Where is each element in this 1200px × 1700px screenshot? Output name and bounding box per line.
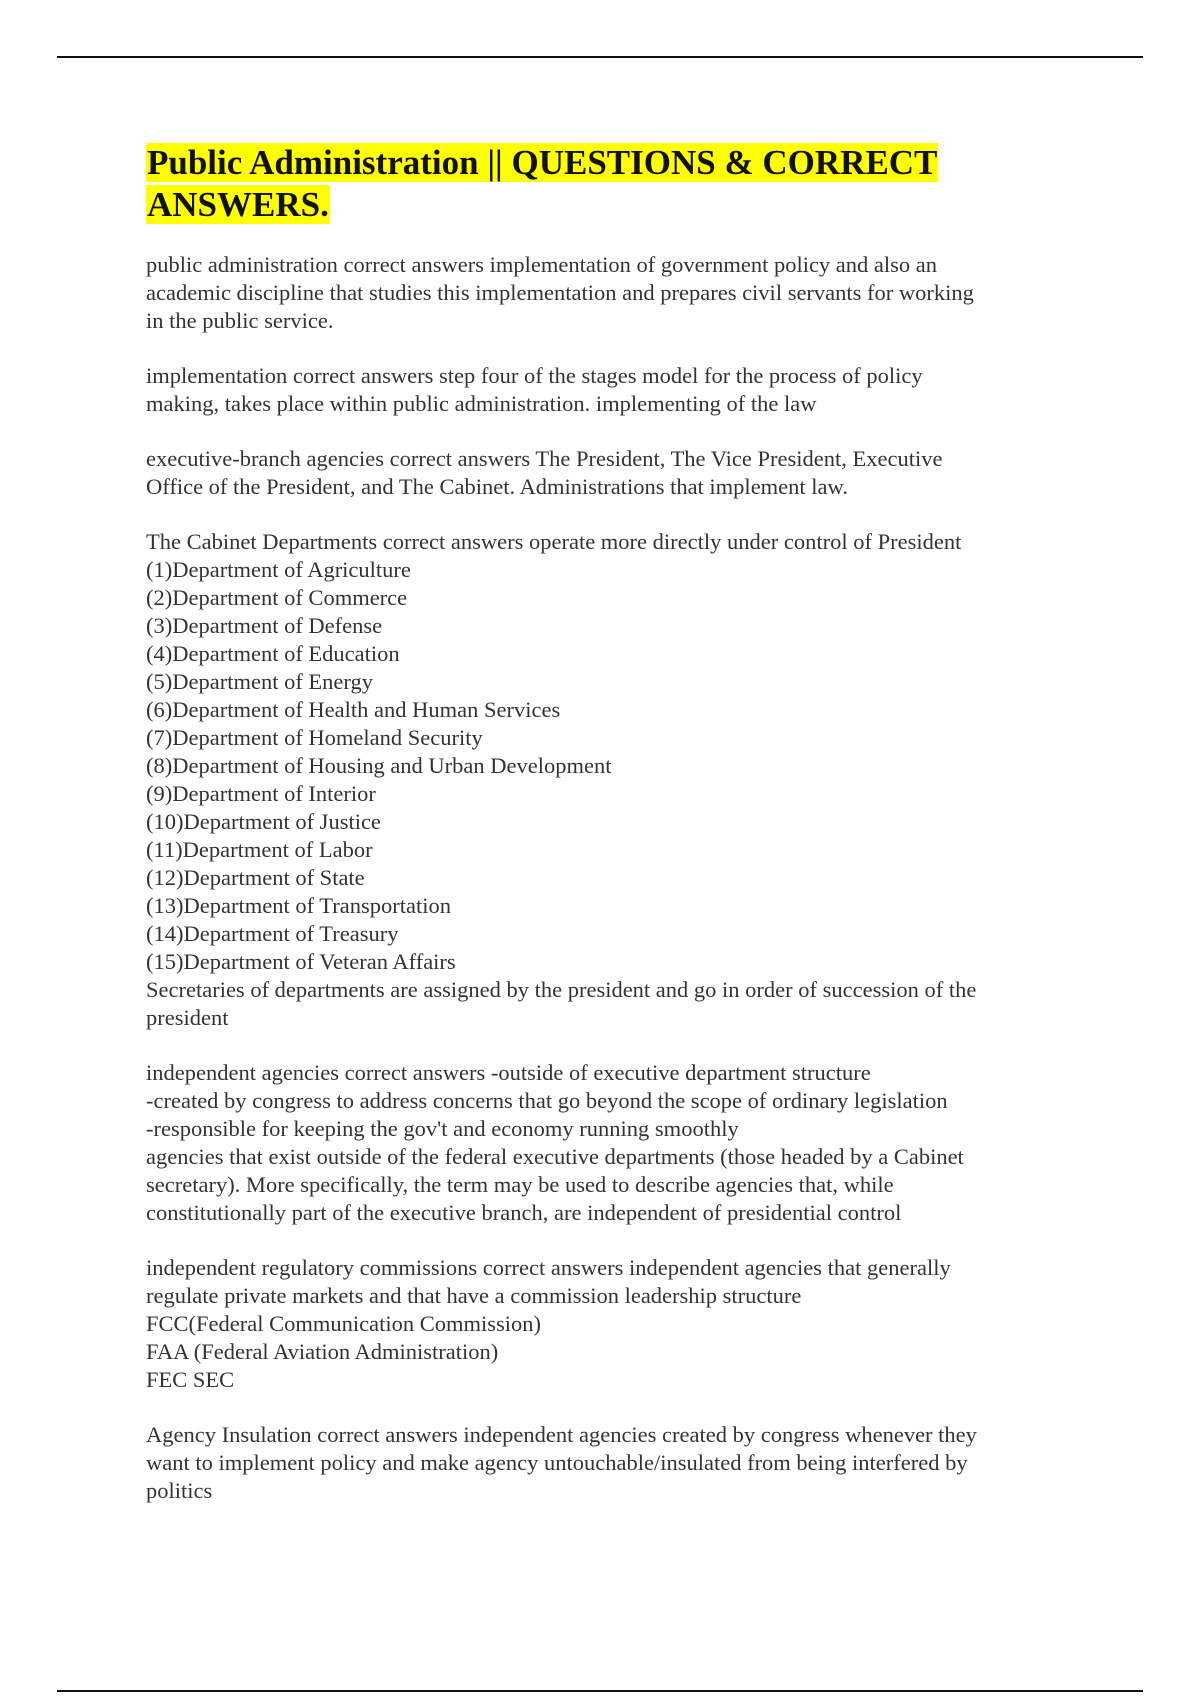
qa-entry [146,1421,1046,1505]
qa-entry-line: FEC SEC [146,1367,235,1392]
qa-entry-line: politics [146,1478,213,1503]
qa-entry-line: in the public service. [146,308,334,333]
qa-entry-line: FCC(Federal Communication Commission) [146,1311,541,1336]
qa-entry-line: Agency Insulation correct answers independent agencies created by congress whenever they [146,1422,977,1447]
qa-entry [146,362,1046,418]
qa-entry [146,1059,1046,1227]
qa-entry-line: (2)Department of Commerce [146,585,408,610]
qa-entry-line: -responsible for keeping the gov't and economy running smoothly [146,1116,739,1141]
qa-entry-line: agencies that exist outside of the federal executive departments (those headed by a Cabinet [146,1144,964,1169]
qa-entry-line: (3)Department of Defense [146,613,383,638]
qa-entry-line: (10)Department of Justice [146,809,381,834]
qa-entry-line: FAA (Federal Aviation Administration) [146,1339,499,1364]
document-body [146,142,1046,1532]
qa-entry-line: (13)Department of Transportation [146,893,451,918]
qa-entry-line: (7)Department of Homeland Security [146,725,483,750]
qa-entry-line: (4)Department of Education [146,641,400,666]
footer-rule [57,1690,1143,1692]
qa-entry-line: making, takes place within public administration. implementing of the law [146,391,817,416]
qa-entry-line: (15)Department of Veteran Affairs [146,949,456,974]
document-title [146,142,1046,226]
qa-entry-line: president [146,1005,229,1030]
qa-entry [146,445,1046,501]
qa-entry-line: independent regulatory commissions correct answers independent agencies that generally [146,1255,951,1280]
qa-entry-line: executive-branch agencies correct answers The President, The Vice President, Executive [146,446,943,471]
qa-entry-line: want to implement policy and make agency untouchable/insulated from being interfered by [146,1450,968,1475]
title-spacer [146,226,1046,251]
qa-entry-line: (1)Department of Agriculture [146,557,411,582]
title-line-1: Public Administration || QUESTIONS & CORRECT [147,143,938,182]
qa-entry-line: (9)Department of Interior [146,781,376,806]
qa-entry [146,528,1046,1032]
qa-entry-line: (6)Department of Health and Human Services [146,697,561,722]
qa-entry [146,251,1046,335]
qa-entry-list [146,251,1046,1505]
qa-entry-line: (8)Department of Housing and Urban Development [146,753,612,778]
qa-entry-line: secretary). More specifically, the term may be used to describe agencies that, while [146,1172,894,1197]
qa-entry-line: (12)Department of State [146,865,365,890]
qa-entry-line: (14)Department of Treasury [146,921,399,946]
qa-entry-line: implementation correct answers step four of the stages model for the process of policy [146,363,923,388]
qa-entry-line: Secretaries of departments are assigned by the president and go in order of succession of the [146,977,977,1002]
qa-entry-line: constitutionally part of the executive branch, are independent of presidential control [146,1200,902,1225]
qa-entry-line: (5)Department of Energy [146,669,373,694]
qa-entry-line: The Cabinet Departments correct answers operate more directly under control of President [146,529,962,554]
qa-entry-line: public administration correct answers implementation of government policy and also an [146,252,938,277]
qa-entry [146,1254,1046,1394]
qa-entry-line: independent agencies correct answers -outside of executive department structure [146,1060,871,1085]
header-rule [57,56,1143,58]
qa-entry-line: (11)Department of Labor [146,837,373,862]
qa-entry-line: Office of the President, and The Cabinet. Administrations that implement law. [146,474,848,499]
qa-entry-line: -created by congress to address concerns that go beyond the scope of ordinary legislation [146,1088,948,1113]
qa-entry-line: regulate private markets and that have a commission leadership structure [146,1283,802,1308]
title-line-2: ANSWERS. [147,185,329,224]
qa-entry-line: academic discipline that studies this implementation and prepares civil servants for working [146,280,974,305]
